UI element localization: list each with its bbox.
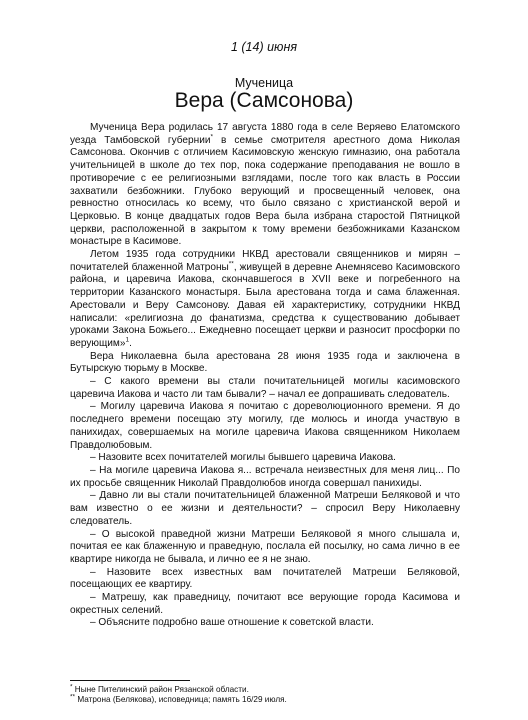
dialogue-line: – Давно ли вы стали почитательницей блаженной Матреши Беляковой и что вам известно о ее жизни и деятельности? – спросил Веру Николаевну следователь. [70,490,460,527]
footnote-mark: * [70,683,73,691]
dialogue-line: – Объясните подробно ваше отношение к советской власти. [90,617,374,629]
paragraph [70,249,460,351]
dialogue-line: – С какого времени вы стали почитательницей могилы касимовского царевича Иакова и часто ли там бывали? – начал ее допрашивать следователь. [70,376,460,400]
dialogue-line: – Могилу царевича Иакова я почитаю с дореволюционного времени. Я до последнего времени посещаю эту могилу, где молюсь и иногда участвую в панихидах, совершаемых на могиле царевича Иакова священником Николаем Правдолюбовым. [70,401,460,451]
feast-date: 1 (14) июня [230,40,298,54]
footnote-text: Ныне Пителинский район Рязанской области. [72,685,249,694]
page-title: Вера (Самсонова) [174,89,354,112]
footnote-mark: 1 [125,336,130,344]
dialogue-line: – Назовите всех почитателей могилы бывшего царевича Иакова. [90,452,396,464]
footnote-divider [70,680,190,681]
paragraph-text: Летом 1935 года сотрудники НКВД арестовали священников и мирян – почитателей блаженной Матроны [70,249,460,273]
footnote-mark: ** [228,260,234,268]
paragraph: Вера Николаевна была арестована 28 июня 1935 года и заключена в Бутырскую тюрьму в Москве. [70,350,460,375]
saint-rank: Мученица [234,76,294,90]
footnote-mark: * [210,133,214,141]
dialogue-line: – Назовите всех известных вам почитателей Матреши Беляковой, посещающих ее квартиру. [70,566,460,591]
footnote [70,685,470,695]
paragraph-text: . [129,337,132,349]
paragraph-text: , живущей в деревне Анемнясево Касимовского района, и царевича Иакова, скончавшегося в XVII веке и погребенного на территории Казанского монастыря. Была арестована тогда и сама блаженная. Арестовали и Веру Самсонову. Давая ей характеристику, сотрудники НКВД написали: «религиозна до фанатизма, средства к существованию добывает уроками Закона Божьего... Ежедневно посещает церкви и разносит просфорки по верующим» [70,261,460,349]
paragraph-text: в семье смотрителя арестного дома Николая Самсонова. Окончив с отличием Касимовскую женскую гимназию, она работала учительницей в школе до тех пор, пока содержание преподавания не вошло в противоречие с ее религиозными взглядами, после того как власть в России захватили безбожники. Глубоко верующий и просвещенный человек, она ревностно относилась ко всему, что было связано с христианской верой и Церковью. В конце двадцатых годов Вера была избрана старостой Пятницкой церкви, расположенной в закрытом к тому времени безбожниками Казанском монастыре в Касимове. [70,134,460,248]
paragraph-text: Мученица Вера родилась 17 августа 1880 года в селе Веряево Елатомского уезда Тамбовской губернии [70,122,460,146]
body-text [70,122,460,630]
paragraph [70,122,460,249]
footnotes [70,685,470,705]
footnote-text: Матрона (Белякова), исповедница; память 16/29 июля. [75,695,287,704]
footnote-mark: ** [70,693,76,701]
dialogue-line: – На могиле царевича Иакова я... встречала неизвестных для меня лиц... По их просьбе священник Николай Правдолюбов иногда совершал панихиды. [70,464,460,489]
dialogue-line: – О высокой праведной жизни Матреши Беляковой я много слышала и, почитая ее как блаженную и праведную, послала ей посылку, но сама лично в ее квартире никогда не бывала, и лично ее я не знаю. [70,528,460,565]
dialogue-line: – Матрешу, как праведницу, почитают все верующие города Касимова и окрестных селений. [70,592,460,616]
footnote [70,695,470,705]
